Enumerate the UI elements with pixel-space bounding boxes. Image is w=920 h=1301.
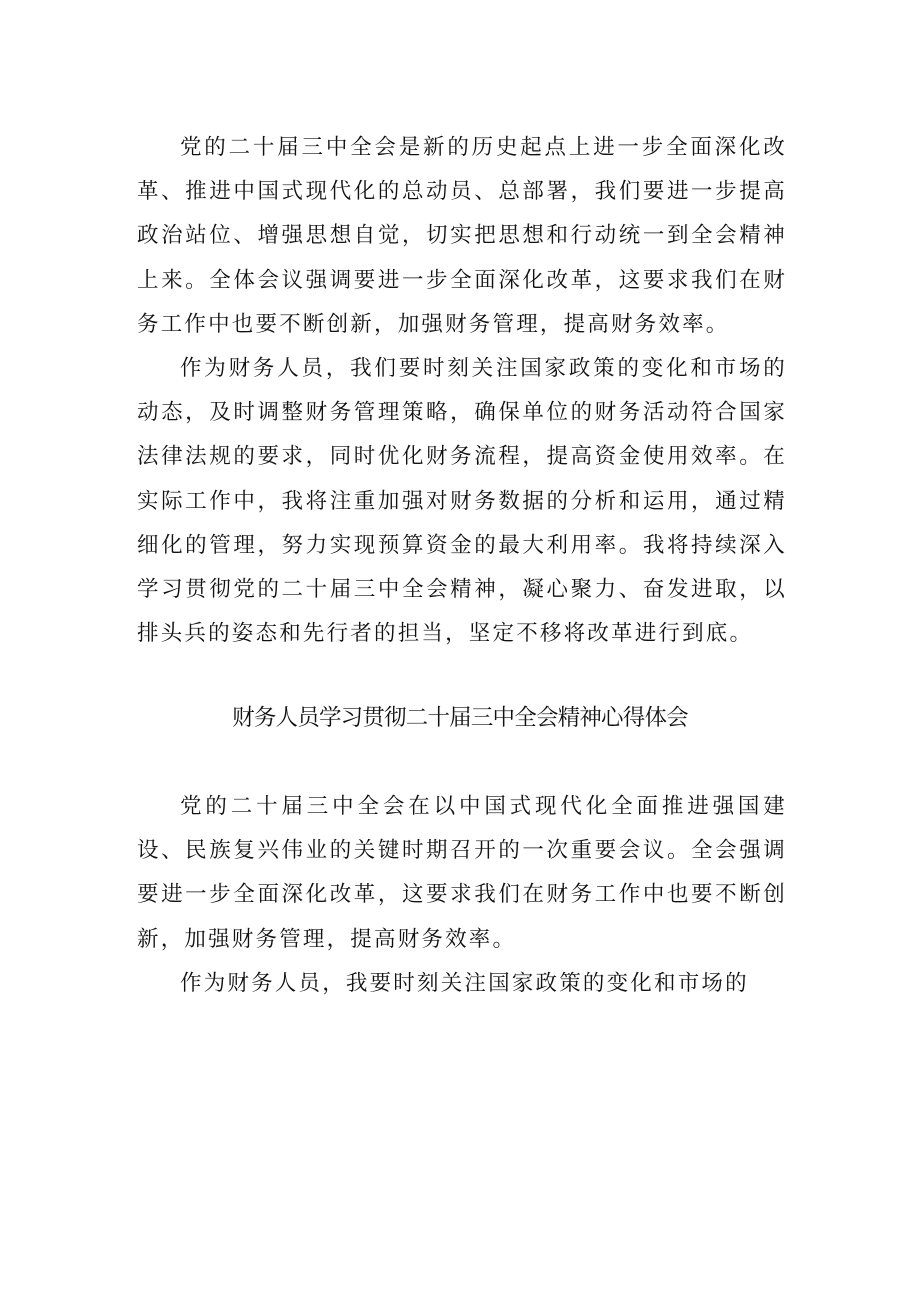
body-paragraph: 党的二十届三中全会在以中国式现代化全面推进强国建设、民族复兴伟业的关键时期召开的一次重要会议。全会强调要进一步全面深化改革，这要求我们在财务工作中也要不断创新，加强财务管理，提高财务效率。 xyxy=(137,794,787,952)
section-title: 财务人员学习贯彻二十届三中全会精神心得体会 xyxy=(232,705,688,731)
body-paragraph: 作为财务人员，我要时刻关注国家政策的变化和市场的 xyxy=(180,971,749,996)
body-paragraph: 作为财务人员，我们要时刻关注国家政策的变化和市场的动态，及时调整财务管理策略，确保单位的财务活动符合国家法律法规的要求，同时优化财务流程，提高资金使用效率。在实际工作中，我将注重加强对财务数据的分析和运用，通过精细化的管理，努力实现预算资金的最大利用率。我将持续深入学习贯彻党的二十届三中全会精神，凝心聚力、奋发进取，以排头兵的姿态和先行者的担当，坚定不移将改革进行到底。 xyxy=(137,356,787,647)
body-paragraph: 党的二十届三中全会是新的历史起点上进一步全面深化改革、推进中国式现代化的总动员、总部署，我们要进一步提高政治站位、增强思想自觉，切实把思想和行动统一到全会精神上来。全体会议强调要进一步全面深化改革，这要求我们在财务工作中也要不断创新，加强财务管理，提高财务效率。 xyxy=(137,135,787,337)
